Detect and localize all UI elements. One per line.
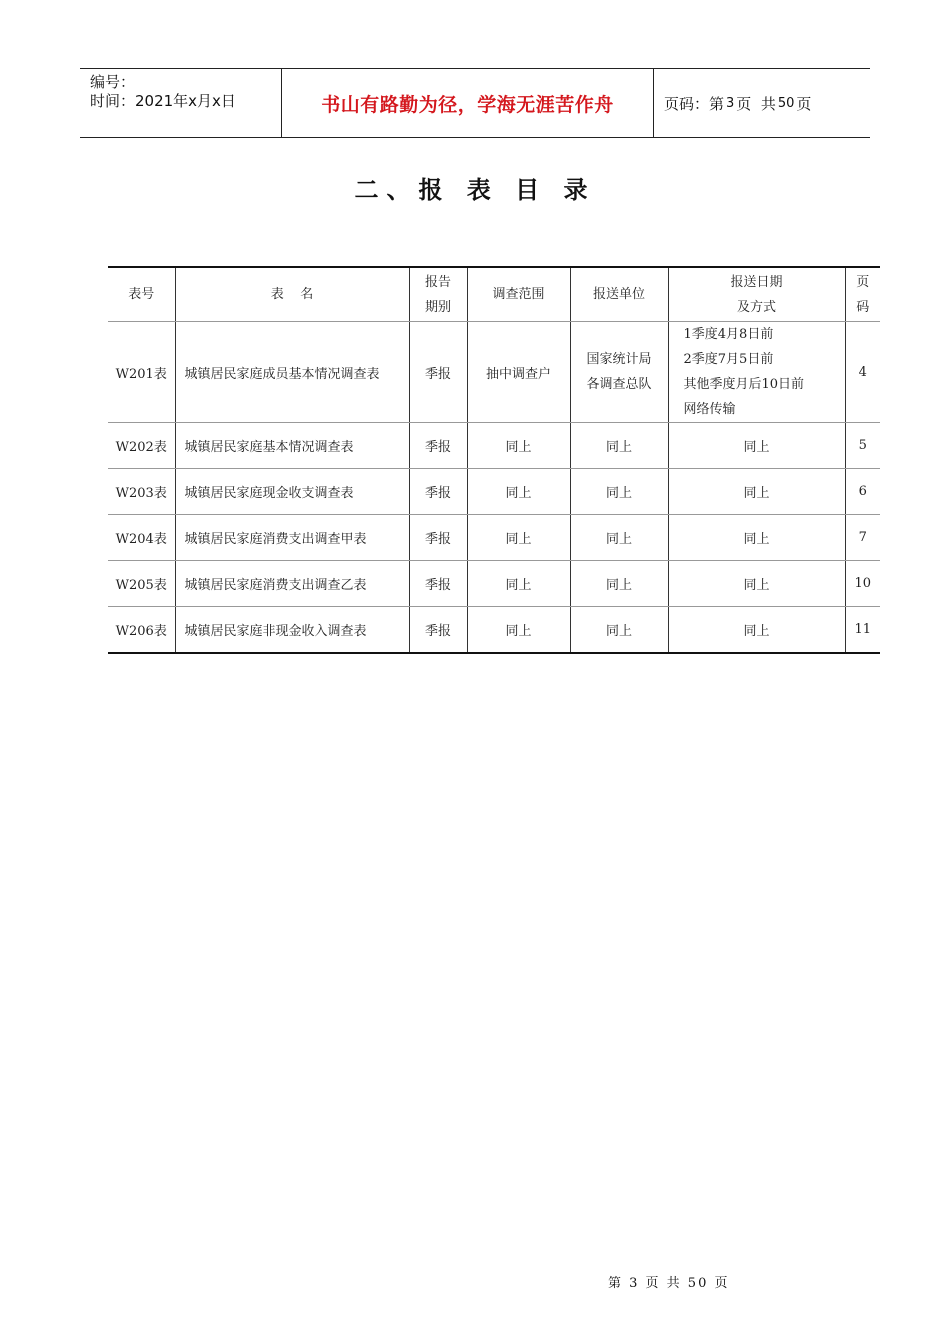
table-row: [108, 322, 880, 423]
row-name: 城镇居民家庭基本情况调查表: [175, 423, 409, 469]
serial-label: 编号：: [90, 73, 136, 91]
header-code: 表号: [108, 267, 175, 322]
page-total: 50: [777, 95, 795, 111]
row-unit: 同上: [570, 423, 668, 469]
row-name: 城镇居民家庭消费支出调查甲表: [175, 515, 409, 561]
row-unit: 同上: [570, 515, 668, 561]
header-period: 报告 期别: [409, 267, 467, 322]
header-date: 报送日期 及方式: [668, 267, 845, 322]
row-code: W204表: [108, 515, 175, 561]
row-page: 6: [845, 469, 880, 515]
row-page: 11: [845, 607, 880, 654]
row-name: 城镇居民家庭非现金收入调查表: [175, 607, 409, 654]
header-page-info: [654, 69, 870, 137]
page-current: 3: [726, 95, 735, 111]
row-scope: 同上: [467, 423, 570, 469]
row-code: W201表: [108, 322, 175, 423]
row-period: 季报: [409, 561, 467, 607]
header-motto: 书山有路勤为径，学海无涯苦作舟: [281, 69, 654, 137]
page-title: 二、报 表 目 录: [354, 176, 596, 204]
header-page: 页 码: [845, 267, 880, 322]
report-catalog-table: [108, 266, 880, 654]
row-unit: 同上: [570, 469, 668, 515]
row-code: W206表: [108, 607, 175, 654]
table-row: [108, 561, 880, 607]
table-header-row: [108, 267, 880, 322]
row-scope: 同上: [467, 561, 570, 607]
page-suffix: 页: [796, 94, 812, 113]
row-name: 城镇居民家庭成员基本情况调查表: [175, 322, 409, 423]
row-period: 季报: [409, 423, 467, 469]
header-scope: 调查范围: [467, 267, 570, 322]
row-code: W205表: [108, 561, 175, 607]
row-date: 同上: [668, 607, 845, 654]
header-unit: 报送单位: [570, 267, 668, 322]
row-page: 7: [845, 515, 880, 561]
page-prefix: 页码：第: [664, 94, 725, 113]
row-period: 季报: [409, 607, 467, 654]
row-page: 10: [845, 561, 880, 607]
page-mid: 页 共: [736, 94, 776, 113]
row-page: 4: [845, 322, 880, 423]
row-date: 1季度4月8日前 2季度7月5日前 其他季度月后10日前 网络传输: [668, 322, 845, 423]
row-code: W203表: [108, 469, 175, 515]
table-row: [108, 469, 880, 515]
row-period: 季报: [409, 322, 467, 423]
row-period: 季报: [409, 469, 467, 515]
header-meta: [80, 69, 281, 137]
table-row: [108, 515, 880, 561]
row-page: 5: [845, 423, 880, 469]
row-date: 同上: [668, 561, 845, 607]
header-name: 表 名: [175, 267, 409, 322]
page-footer: 第 3 页 共 50 页: [608, 1276, 730, 1291]
row-unit: 国家统计局 各调查总队: [570, 322, 668, 423]
row-date: 同上: [668, 515, 845, 561]
row-unit: 同上: [570, 561, 668, 607]
table-row: [108, 607, 880, 654]
row-scope: 同上: [467, 607, 570, 654]
row-period: 季报: [409, 515, 467, 561]
page-header: [80, 68, 870, 138]
row-date: 同上: [668, 469, 845, 515]
row-name: 城镇居民家庭现金收支调查表: [175, 469, 409, 515]
row-date: 同上: [668, 423, 845, 469]
row-scope: 同上: [467, 469, 570, 515]
row-code: W202表: [108, 423, 175, 469]
row-name: 城镇居民家庭消费支出调查乙表: [175, 561, 409, 607]
row-scope: 抽中调查户: [467, 322, 570, 423]
time-label: 时间：2021年x月x日: [90, 92, 236, 110]
row-unit: 同上: [570, 607, 668, 654]
row-scope: 同上: [467, 515, 570, 561]
table-row: [108, 423, 880, 469]
